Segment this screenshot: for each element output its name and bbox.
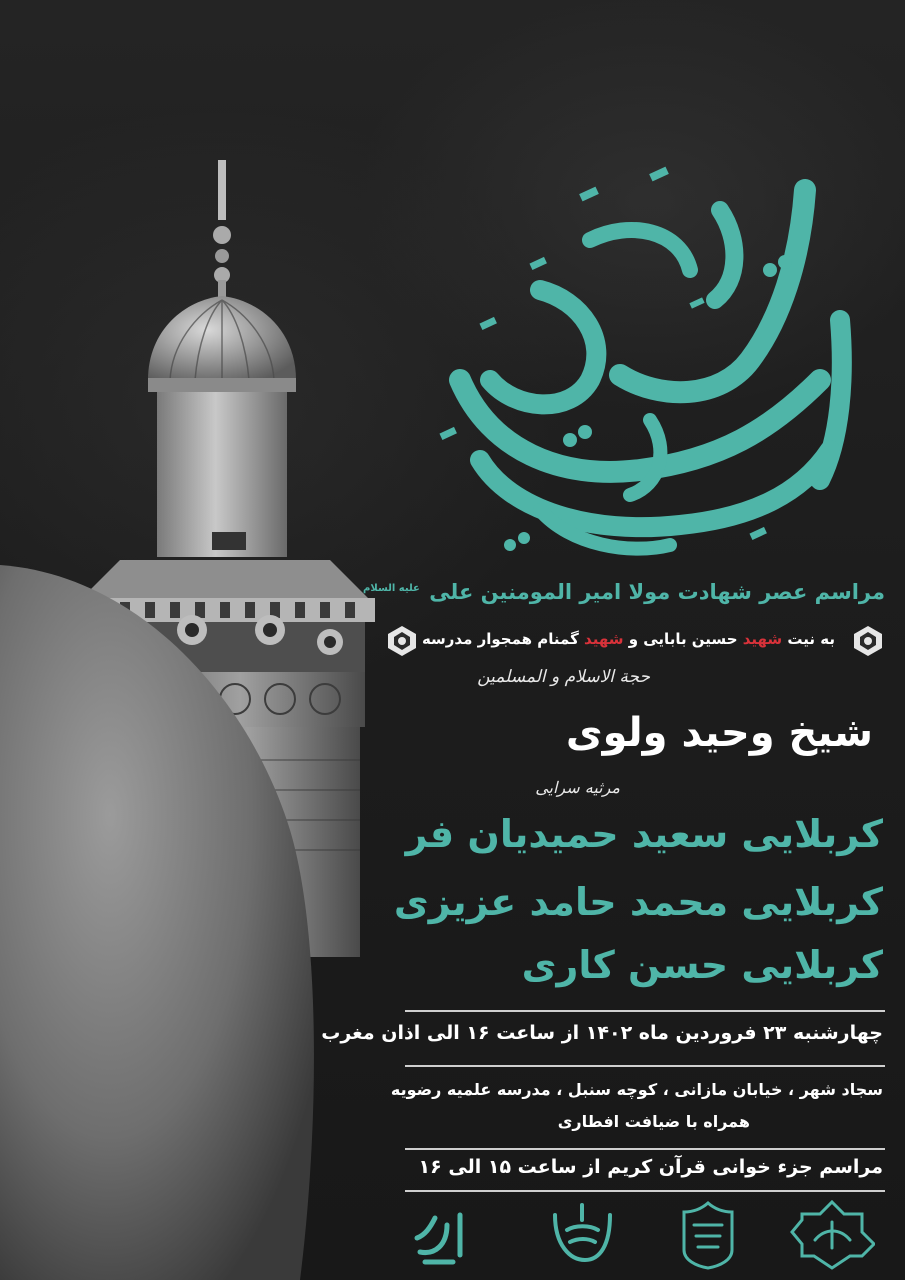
logo-ansar-icon <box>405 1200 475 1270</box>
lecturer-title: حجة الاسلام و المسلمین <box>477 667 650 687</box>
eulogists-title: مرثیه سرایی <box>535 778 620 797</box>
dedication-row <box>385 622 885 658</box>
ceremony-honorific: علیه السلام <box>363 583 420 594</box>
dedication-prefix: به نیت <box>782 630 835 648</box>
lecturer-name: شیخ وحید ولوی <box>565 710 873 756</box>
event-datetime: چهارشنبه ۲۳ فروردین ماه ۱۴۰۲ از ساعت ۱۶ الی اذان مغرب <box>321 1022 883 1044</box>
event-hospitality: همراه با ضیافت افطاری <box>557 1112 750 1131</box>
dedication-middle: حسین بابایی و <box>623 630 743 648</box>
quran-recital: مراسم جزء خوانی قرآن کریم از ساعت ۱۵ الی ۱۶ <box>418 1156 883 1178</box>
dedication-text <box>422 630 835 648</box>
ornament-emblem-icon <box>385 624 419 658</box>
eulogist-name: کربلایی سعید حمیدیان فر <box>405 812 883 856</box>
ceremony-title <box>363 580 885 604</box>
eulogist-name: کربلایی حسن کاری <box>521 943 883 987</box>
divider <box>405 1065 885 1067</box>
dedication-martyr2: شهید <box>584 630 624 648</box>
logo-heyat-khadem-reza-icon <box>676 1200 741 1270</box>
dedication-martyr1: شهید <box>742 630 783 648</box>
divider <box>405 1148 885 1150</box>
ornament-emblem-icon <box>851 624 885 658</box>
ceremony-title-text: مراسم عصر شهادت مولا امیر المومنین علی <box>429 580 885 604</box>
divider <box>405 1190 885 1192</box>
eulogist-name: کربلایی محمد حامد عزیزی <box>393 880 883 924</box>
event-address: سجاد شهر ، خیابان مازانی ، کوچه سنبل ، مدرسه علمیه رضویه <box>390 1080 883 1099</box>
divider <box>405 1010 885 1012</box>
calligraphy-art <box>420 150 880 570</box>
minaret-spire <box>213 160 231 300</box>
logo-heyat-hussain-icon <box>545 1200 620 1270</box>
dedication-suffix: گمنام همجوار مدرسه <box>421 630 585 648</box>
calligraphy-strokes <box>420 150 880 570</box>
logo-zahra-icon <box>790 1200 875 1270</box>
